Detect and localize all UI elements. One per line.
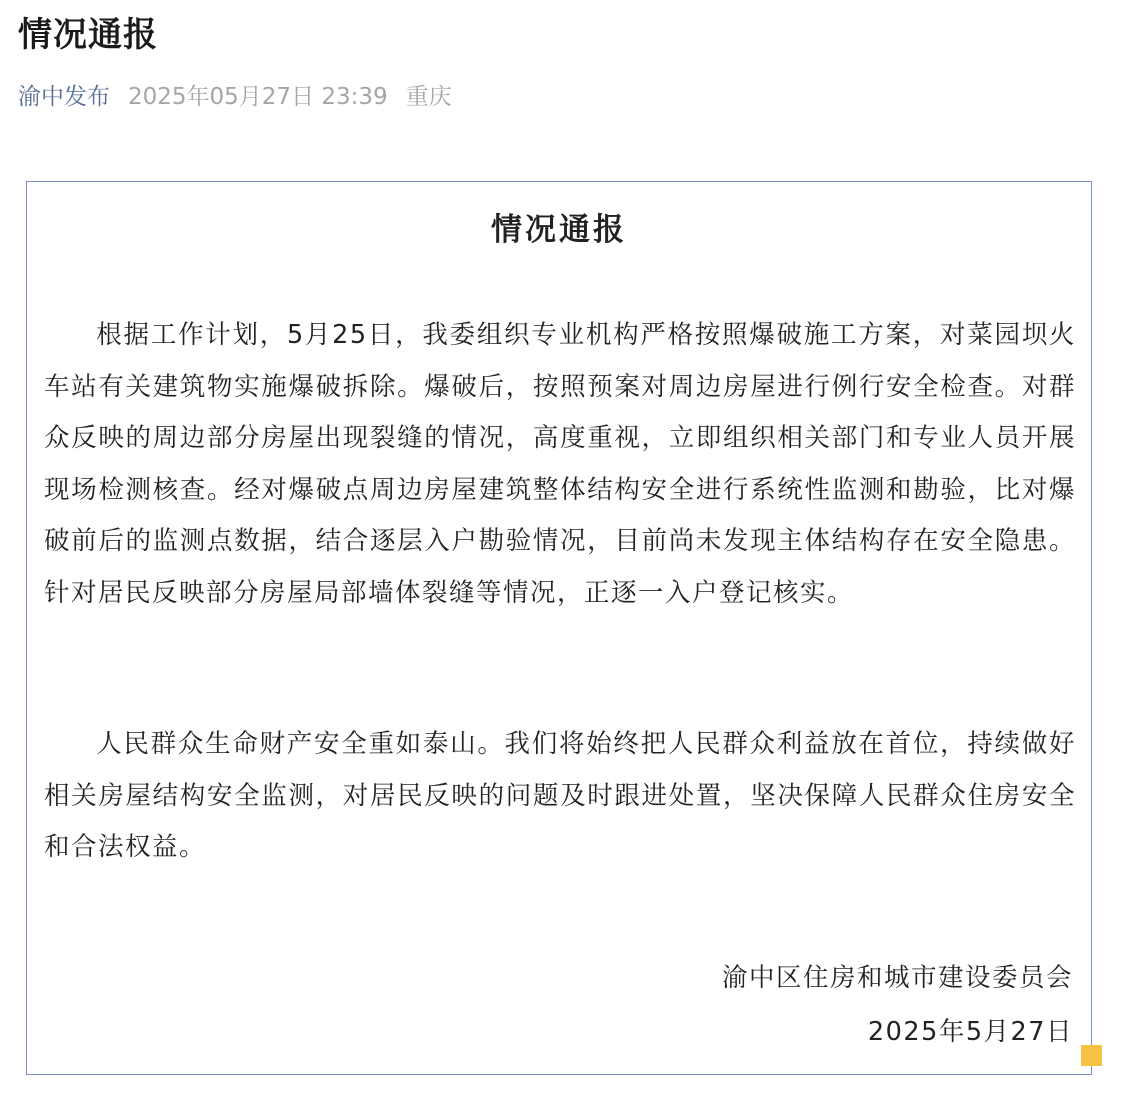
notice-paragraph-text: 人民群众生命财产安全重如泰山。我们将始终把人民群众利益放在首位，持续做好相关房屋结构安全监测，对居民反映的问题及时跟进处置，坚决保障人民群众住房安全和合法权益。 bbox=[44, 729, 1076, 862]
article-meta bbox=[18, 80, 452, 114]
article-title: 情况通报 bbox=[18, 15, 158, 55]
notice-title: 情况通报 bbox=[491, 212, 627, 248]
publish-location: 重庆 bbox=[405, 84, 452, 110]
notice-paragraph bbox=[44, 310, 1076, 619]
notice-paragraph-text: 根据工作计划，5月25日，我委组织专业机构严格按照爆破施工方案，对菜园坝火车站有关建筑物实施爆破拆除。爆破后，按照预案对周边房屋进行例行安全检查。对群众反映的周边部分房屋出现裂缝的情况，高度重视，立即组织相关部门和专业人员开展现场检测核查。经对爆破点周边房屋建筑整体结构安全进行系统性监测和勘验，比对爆破前后的监测点数据，结合逐层入户勘验情况，目前尚未发现主体结构存在安全隐患。针对居民反映部分房屋局部墙体裂缝等情况，正逐一入户登记核实。 bbox=[44, 320, 1076, 608]
signature-organization: 渝中区住房和城市建设委员会 bbox=[721, 963, 1073, 993]
notice-image[interactable] bbox=[26, 181, 1092, 1075]
image-corner-marker bbox=[1081, 1045, 1102, 1066]
account-name-link[interactable]: 渝中发布 bbox=[18, 84, 110, 110]
signature-date: 2025年5月27日 bbox=[867, 1017, 1073, 1047]
publish-time: 2025年05月27日 23:39 bbox=[128, 84, 388, 110]
notice-paragraph bbox=[44, 719, 1076, 874]
